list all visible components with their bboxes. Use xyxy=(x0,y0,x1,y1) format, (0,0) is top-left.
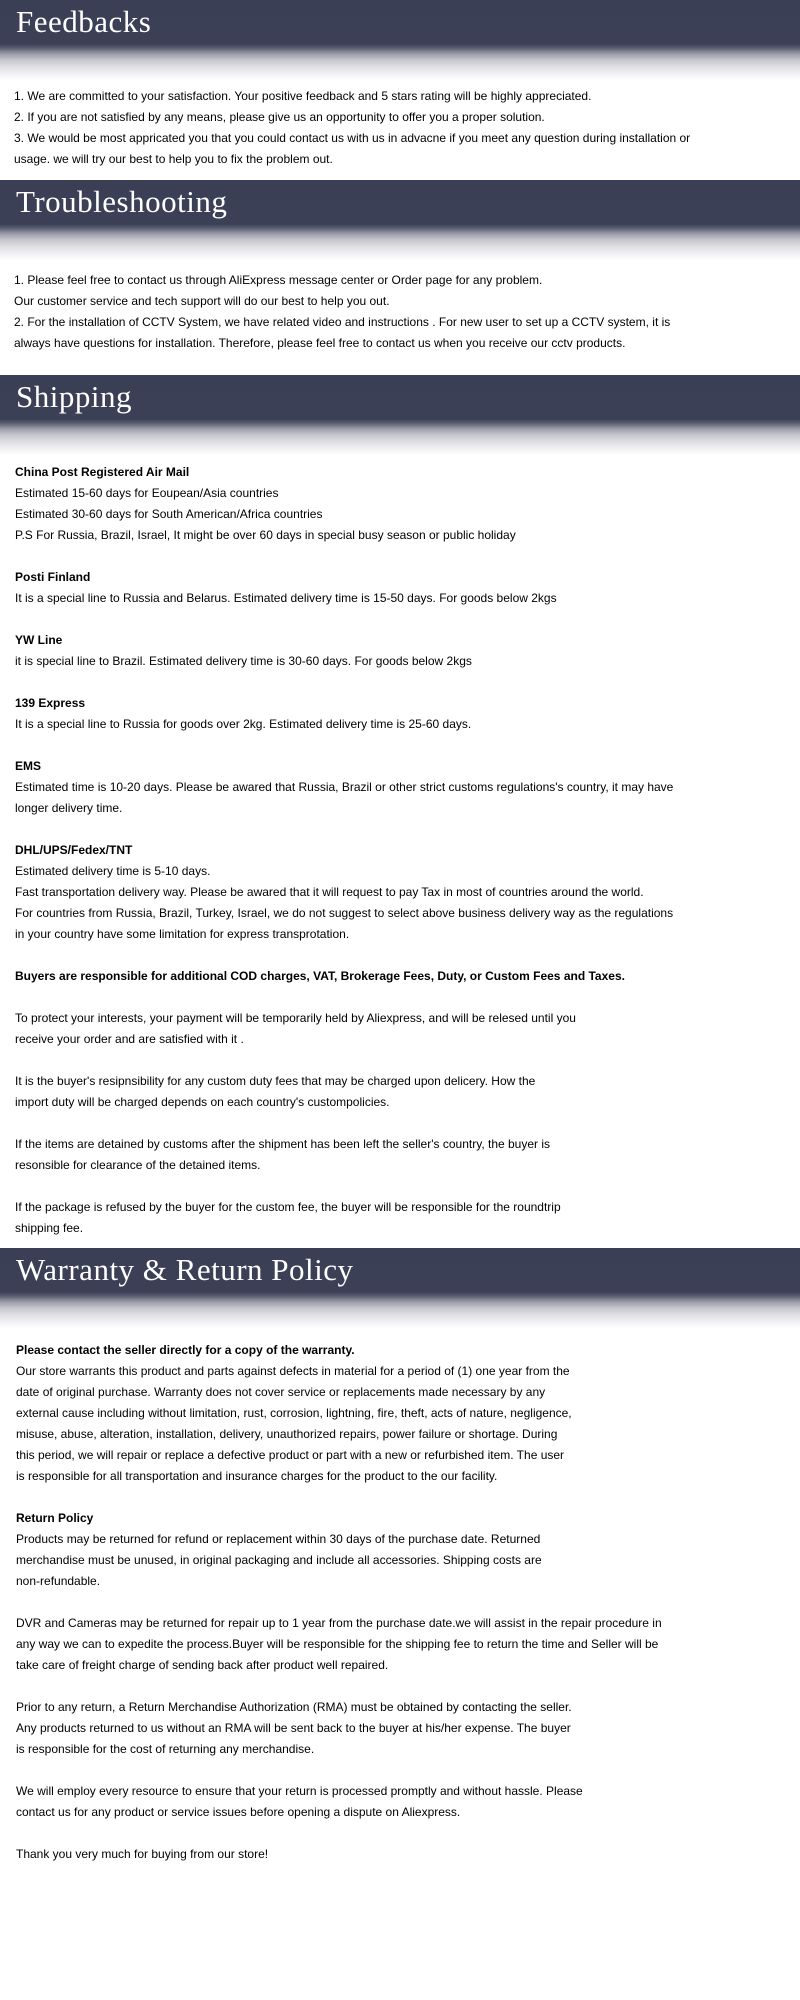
feedbacks-title: Feedbacks xyxy=(16,4,152,39)
shipping-method-line: Estimated delivery time is 5-10 days. xyxy=(15,864,211,878)
return-policy-line: merchandise must be unused, in original packaging and include all accessories. Shipping costs are xyxy=(16,1553,542,1567)
shipping-method-139-express xyxy=(15,693,795,735)
thank-you xyxy=(16,1844,796,1865)
shipping-note xyxy=(15,1134,795,1176)
shipping-note xyxy=(15,1197,795,1239)
warranty-paragraph-line: contact us for any product or service issues before opening a dispute on Aliexpress. xyxy=(16,1805,461,1819)
feedbacks-banner xyxy=(0,0,800,80)
shipping-title: Shipping xyxy=(16,379,132,414)
shipping-responsibility xyxy=(15,966,795,987)
shipping-method-line: Estimated 30-60 days for South American/Africa countries xyxy=(15,507,323,521)
shipping-note xyxy=(15,1071,795,1113)
troubleshooting-line: 2. For the installation of CCTV System, we have related video and instructions . For new user to set up a CCTV system, it is xyxy=(14,315,671,329)
shipping-note-line: If the items are detained by customs after the shipment has been left the seller's country, the buyer is xyxy=(15,1137,551,1151)
warranty-paragraph xyxy=(16,1613,796,1676)
troubleshooting-line: Our customer service and tech support will do our best to help you out. xyxy=(14,294,390,308)
warranty-paragraph-line: We will employ every resource to ensure that your return is processed promptly and without hassle. Please xyxy=(16,1784,583,1798)
shipping-method-name: Posti Finland xyxy=(15,570,91,584)
warranty-paragraph-line: Prior to any return, a Return Merchandise Authorization (RMA) must be obtained by contacting the seller. xyxy=(16,1700,572,1714)
shipping-note-line: import duty will be charged depends on each country's custompolicies. xyxy=(15,1095,390,1109)
shipping-method-name: DHL/UPS/Fedex/TNT xyxy=(15,843,133,857)
return-policy-head: Return Policy xyxy=(16,1511,94,1525)
shipping-method-line: Fast transportation delivery way. Please be awared that it will request to pay Tax in most of countries around the world. xyxy=(15,885,644,899)
return-policy-line: Products may be returned for refund or replacement within 30 days of the purchase date. Returned xyxy=(16,1532,541,1546)
warranty-paragraph xyxy=(16,1781,796,1823)
troubleshooting-banner xyxy=(0,180,800,260)
warranty-block xyxy=(16,1340,796,1487)
warranty-line: misuse, abuse, alteration, installation, delivery, unauthorized repairs, power failure or shortage. During xyxy=(16,1427,558,1441)
shipping-method-express-couriers xyxy=(15,840,795,945)
shipping-note-line: receive your order and are satisfied with it . xyxy=(15,1032,244,1046)
feedbacks-line: 1. We are committed to your satisfaction. Your positive feedback and 5 stars rating will be highly appreciated. xyxy=(14,89,592,103)
thank-you-text: Thank you very much for buying from our store! xyxy=(16,1847,269,1861)
shipping-method-name: 139 Express xyxy=(15,696,86,710)
warranty-head: Please contact the seller directly for a copy of the warranty. xyxy=(16,1343,355,1357)
shipping-method-line: it is special line to Brazil. Estimated delivery time is 30-60 days. For goods below 2kgs xyxy=(15,654,472,668)
shipping-responsibility-text: Buyers are responsible for additional COD charges, VAT, Brokerage Fees, Duty, or Custom Fees and Taxes. xyxy=(15,969,625,983)
shipping-banner xyxy=(0,375,800,455)
shipping-method-posti-finland xyxy=(15,567,795,609)
warranty-paragraph-line: any way we can to expedite the process.Buyer will be responsible for the shipping fee to return the time and Seller will be xyxy=(16,1637,659,1651)
shipping-body xyxy=(15,462,795,1260)
troubleshooting-line: 1. Please feel free to contact us through AliExpress message center or Order page for any problem. xyxy=(14,273,543,287)
shipping-method-china-post xyxy=(15,462,795,546)
return-policy-block xyxy=(16,1508,796,1592)
feedbacks-line: 2. If you are not satisfied by any means, please give us an opportunity to offer you a proper solution. xyxy=(14,110,545,124)
shipping-method-ems xyxy=(15,756,795,819)
warranty-body xyxy=(16,1340,796,1886)
warranty-title: Warranty & Return Policy xyxy=(16,1252,354,1287)
warranty-paragraph-line: DVR and Cameras may be returned for repair up to 1 year from the purchase date.we will assist in the repair procedure in xyxy=(16,1616,662,1630)
warranty-line: is responsible for all transportation and insurance charges for the product to the our facility. xyxy=(16,1469,498,1483)
shipping-method-line: Estimated 15-60 days for Eoupean/Asia countries xyxy=(15,486,279,500)
shipping-note-line: If the package is refused by the buyer for the custom fee, the buyer will be responsible for the roundtrip xyxy=(15,1200,561,1214)
feedbacks-body xyxy=(14,86,794,170)
shipping-method-line: Estimated time is 10-20 days. Please be awared that Russia, Brazil or other strict customs regulations's country, it may have xyxy=(15,780,674,794)
warranty-banner xyxy=(0,1248,800,1328)
shipping-method-name: EMS xyxy=(15,759,42,773)
troubleshooting-line: always have questions for installation. Therefore, please feel free to contact us when you receive our cctv products. xyxy=(14,336,626,350)
feedbacks-line: 3. We would be most appricated you that you could contact us with us in advacne if you meet any question during installation or xyxy=(14,131,691,145)
feedbacks-line: usage. we will try our best to help you to fix the problem out. xyxy=(14,152,333,166)
shipping-method-line: It is a special line to Russia and Belarus. Estimated delivery time is 15-50 days. For goods below 2kgs xyxy=(15,591,557,605)
shipping-note-line: To protect your interests, your payment will be temporarily held by Aliexpress, and will be relesed until you xyxy=(15,1011,576,1025)
shipping-note-line: resonsible for clearance of the detained items. xyxy=(15,1158,261,1172)
troubleshooting-title: Troubleshooting xyxy=(16,184,228,219)
shipping-note xyxy=(15,1008,795,1050)
shipping-note-line: shipping fee. xyxy=(15,1221,84,1235)
warranty-line: date of original purchase. Warranty does not cover service or replacements made necessary by any xyxy=(16,1385,546,1399)
shipping-note-line: It is the buyer's resipnsibility for any custom duty fees that may be charged upon delicery. How the xyxy=(15,1074,536,1088)
warranty-line: Our store warrants this product and parts against defects in material for a period of (1) one year from the xyxy=(16,1364,570,1378)
warranty-paragraph xyxy=(16,1697,796,1760)
warranty-line: this period, we will repair or replace a defective product or part with a new or refurbished item. The user xyxy=(16,1448,565,1462)
shipping-method-line: For countries from Russia, Brazil, Turkey, Israel, we do not suggest to select above business delivery way as the regulations xyxy=(15,906,674,920)
warranty-paragraph-line: take care of freight charge of sending back after product well repaired. xyxy=(16,1658,389,1672)
shipping-method-line: It is a special line to Russia for goods over 2kg. Estimated delivery time is 25-60 days. xyxy=(15,717,472,731)
shipping-method-line: P.S For Russia, Brazil, Israel, It might be over 60 days in special busy season or public holiday xyxy=(15,528,516,542)
shipping-method-name: YW Line xyxy=(15,633,63,647)
warranty-paragraph-line: Any products returned to us without an RMA will be sent back to the buyer at his/her expense. The buyer xyxy=(16,1721,571,1735)
shipping-method-name: China Post Registered Air Mail xyxy=(15,465,190,479)
shipping-method-yw-line xyxy=(15,630,795,672)
warranty-paragraph-line: is responsible for the cost of returning any merchandise. xyxy=(16,1742,315,1756)
return-policy-line: non-refundable. xyxy=(16,1574,101,1588)
warranty-line: external cause including without limitation, rust, corrosion, lightning, fire, theft, acts of nature, negligence, xyxy=(16,1406,572,1420)
shipping-method-line: in your country have some limitation for express transprotation. xyxy=(15,927,350,941)
troubleshooting-body xyxy=(14,270,794,354)
shipping-method-line: longer delivery time. xyxy=(15,801,123,815)
